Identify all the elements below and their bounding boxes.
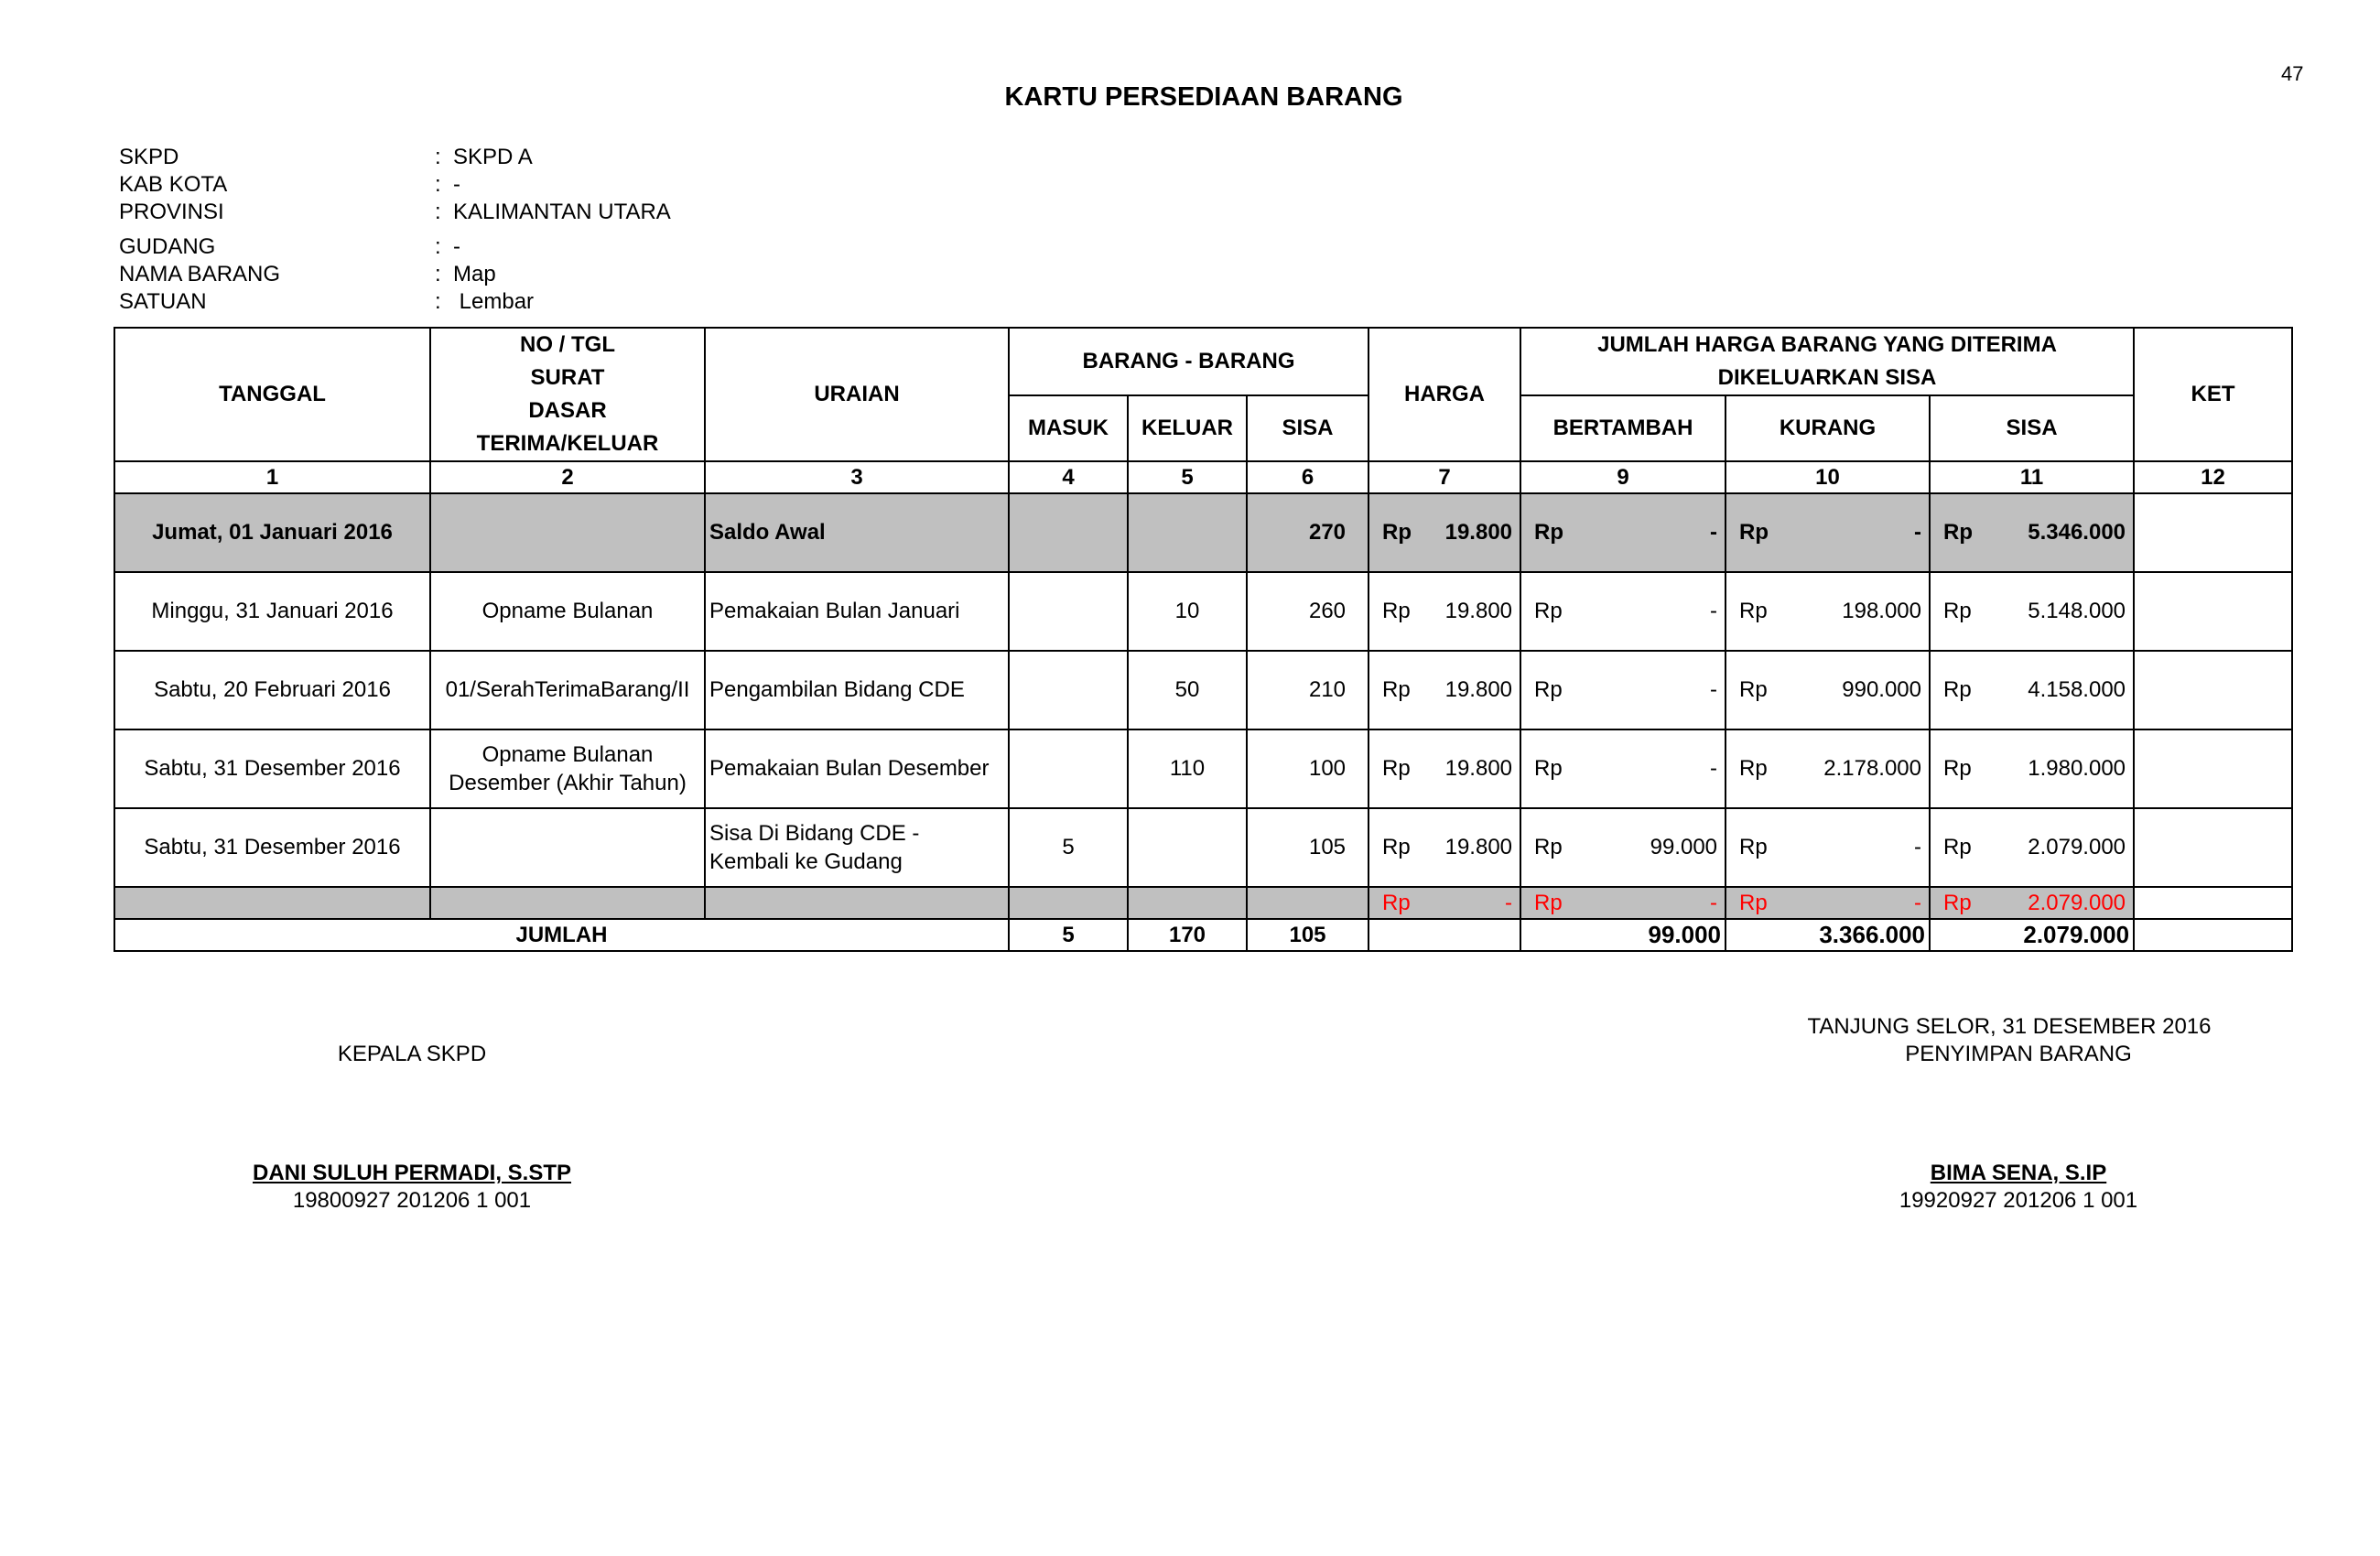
cell-no-surat: [430, 729, 705, 808]
meta-value: Lembar: [453, 289, 535, 314]
meta-label: NAMA BARANG: [119, 262, 281, 286]
table-row-shaded: [114, 887, 2292, 919]
meta-separator: :: [435, 234, 441, 259]
amount: 2.079.000: [2028, 890, 2126, 915]
cell-empty: [1128, 887, 1247, 919]
header-line: JUMLAH HARGA BARANG YANG DITERIMA: [1597, 332, 2057, 357]
amount: -: [1710, 890, 1718, 915]
currency-label: Rp: [1382, 520, 1412, 545]
cell-sisa-rp: [1930, 808, 2134, 887]
amount: 198.000: [1842, 599, 1922, 623]
meta-value: Map: [453, 262, 496, 286]
signature-nip: 19920927 201206 1 001: [1899, 1188, 2138, 1213]
signature-right: [1739, 1013, 2279, 1215]
cell-kurang: [1726, 808, 1930, 887]
amount: -: [1914, 520, 1922, 545]
header-no-tgl-surat: [430, 328, 705, 461]
signature-space: [1739, 1068, 2279, 1160]
cell-line: Kembali ke Gudang: [709, 849, 903, 874]
header-sisa: SISA: [1247, 395, 1368, 461]
amount: -: [1710, 599, 1718, 623]
cell-keluar: [1128, 808, 1247, 887]
amount: 19.800: [1444, 756, 1513, 781]
cell-ket: [2134, 808, 2292, 887]
cell-no-surat: Opname Bulanan: [430, 572, 705, 651]
header-kurang: KURANG: [1726, 395, 1930, 461]
cell-ket: [2134, 572, 2292, 651]
total-keluar: 170: [1128, 919, 1247, 951]
meta-label: GUDANG: [119, 234, 216, 259]
cell-ket: [2134, 493, 2292, 572]
header-barang-barang: BARANG - BARANG: [1009, 328, 1368, 395]
meta-info: [119, 144, 671, 316]
header-harga: HARGA: [1368, 328, 1520, 461]
signature-nip: 19800927 201206 1 001: [292, 1188, 532, 1213]
cell-no-surat: [430, 808, 705, 887]
signature-space: [229, 1068, 595, 1160]
header-ket: KET: [2134, 328, 2292, 461]
header-line: DASAR: [528, 398, 607, 423]
cell-tanggal: Jumat, 01 Januari 2016: [114, 493, 430, 572]
cell-tanggal: Minggu, 31 Januari 2016: [114, 572, 430, 651]
total-sisa-rp: 2.079.000: [1930, 919, 2134, 951]
amount: 2.079.000: [2028, 835, 2126, 859]
cell-tanggal: Sabtu, 31 Desember 2016: [114, 808, 430, 887]
cell-empty: [430, 887, 705, 919]
meta-value: KALIMANTAN UTARA: [453, 200, 671, 224]
cell-tanggal: Sabtu, 31 Desember 2016: [114, 729, 430, 808]
total-row: [114, 919, 2292, 951]
currency-label: Rp: [1943, 520, 1974, 545]
amount: -: [1914, 890, 1922, 915]
currency-label: Rp: [1739, 677, 1768, 702]
cell-sisa-rp: [1930, 572, 2134, 651]
amount: 2.178.000: [1823, 756, 1922, 781]
cell-harga: [1368, 808, 1520, 887]
header-row-top: [114, 328, 2292, 395]
cell-uraian: [705, 808, 1009, 887]
cell-harga: [1368, 572, 1520, 651]
cell-line: Opname Bulanan: [481, 742, 654, 767]
cell-bertambah: [1520, 887, 1726, 919]
cell-sisa: 270: [1247, 493, 1368, 572]
total-kurang: 3.366.000: [1726, 919, 1930, 951]
amount: -: [1914, 835, 1922, 859]
total-harga: [1368, 919, 1520, 951]
column-number-row: [114, 461, 2292, 493]
cell-no-surat: [430, 493, 705, 572]
cell-keluar: 50: [1128, 651, 1247, 729]
header-line: DIKELUARKAN SISA: [1717, 365, 1937, 390]
currency-label: Rp: [1534, 835, 1563, 859]
meta-separator: :: [435, 262, 441, 286]
currency-label: Rp: [1943, 890, 1972, 915]
inventory-card-table: [114, 327, 2293, 952]
meta-label: KAB KOTA: [119, 172, 228, 197]
meta-row-nama-barang: [119, 261, 671, 288]
cell-sisa-rp: [1930, 887, 2134, 919]
cell-no-surat: 01/SerahTerimaBarang/II: [430, 651, 705, 729]
cell-sisa-rp: [1930, 493, 2134, 572]
cell-bertambah: [1520, 808, 1726, 887]
amount: 19.800: [1444, 835, 1513, 859]
cell-empty: [114, 887, 430, 919]
cell-bertambah: [1520, 651, 1726, 729]
column-number: 12: [2134, 461, 2292, 493]
cell-tanggal: Sabtu, 20 Februari 2016: [114, 651, 430, 729]
column-number: 10: [1726, 461, 1930, 493]
cell-keluar: [1128, 493, 1247, 572]
cell-kurang: [1726, 493, 1930, 572]
meta-row-provinsi: [119, 199, 671, 226]
currency-label: Rp: [1943, 756, 1972, 781]
currency-label: Rp: [1382, 677, 1411, 702]
header-jumlah-harga: [1520, 328, 2134, 395]
cell-bertambah: [1520, 493, 1726, 572]
meta-label: SATUAN: [119, 289, 207, 314]
header-sisa-rp: SISA: [1930, 395, 2134, 461]
cell-sisa-rp: [1930, 729, 2134, 808]
column-number: 3: [705, 461, 1009, 493]
currency-label: Rp: [1382, 835, 1411, 859]
table-row: [114, 572, 2292, 651]
total-label: JUMLAH: [114, 919, 1009, 951]
cell-kurang: [1726, 651, 1930, 729]
cell-sisa: 100: [1247, 729, 1368, 808]
cell-masuk: [1009, 572, 1128, 651]
column-number: 1: [114, 461, 430, 493]
meta-label: SKPD: [119, 145, 179, 169]
column-number: 7: [1368, 461, 1520, 493]
column-number: 6: [1247, 461, 1368, 493]
currency-label: Rp: [1943, 677, 1972, 702]
meta-value: -: [453, 234, 460, 259]
cell-kurang: [1726, 887, 1930, 919]
cell-bertambah: [1520, 572, 1726, 651]
cell-masuk: [1009, 493, 1128, 572]
cell-uraian: Saldo Awal: [705, 493, 1009, 572]
header-keluar: KELUAR: [1128, 395, 1247, 461]
meta-label: PROVINSI: [119, 200, 224, 224]
header-tanggal: TANGGAL: [114, 328, 430, 461]
document-title: KARTU PERSEDIAAN BARANG: [1004, 82, 1403, 112]
currency-label: Rp: [1739, 835, 1768, 859]
amount: 19.800: [1444, 520, 1513, 545]
cell-keluar: 110: [1128, 729, 1247, 808]
header-uraian: URAIAN: [705, 328, 1009, 461]
amount: 1.980.000: [2028, 756, 2126, 781]
currency-label: Rp: [1382, 890, 1411, 915]
meta-separator: :: [435, 200, 441, 224]
cell-masuk: [1009, 729, 1128, 808]
signature-place-date: TANJUNG SELOR, 31 DESEMBER 2016: [1807, 1014, 2212, 1039]
currency-label: Rp: [1943, 835, 1972, 859]
meta-row-kab-kota: [119, 171, 671, 199]
cell-ket: [2134, 729, 2292, 808]
currency-label: Rp: [1534, 756, 1563, 781]
cell-sisa: 105: [1247, 808, 1368, 887]
cell-harga: [1368, 651, 1520, 729]
currency-label: Rp: [1739, 756, 1768, 781]
header-masuk: MASUK: [1009, 395, 1128, 461]
column-number: 4: [1009, 461, 1128, 493]
currency-label: Rp: [1739, 520, 1769, 545]
signature-role: KEPALA SKPD: [337, 1042, 487, 1066]
cell-line: Desember (Akhir Tahun): [449, 771, 687, 795]
amount: -: [1710, 520, 1718, 545]
currency-label: Rp: [1534, 677, 1563, 702]
meta-row-gudang: [119, 233, 671, 261]
page-number: 47: [2281, 62, 2304, 85]
currency-label: Rp: [1382, 599, 1411, 623]
cell-kurang: [1726, 572, 1930, 651]
amount: 99.000: [1650, 835, 1718, 859]
amount: -: [1710, 756, 1718, 781]
table-row: [114, 808, 2292, 887]
cell-ket: [2134, 887, 2292, 919]
amount: 5.346.000: [2028, 520, 2126, 545]
amount: 19.800: [1444, 599, 1513, 623]
column-number: 11: [1930, 461, 2134, 493]
cell-masuk: [1009, 651, 1128, 729]
total-ket: [2134, 919, 2292, 951]
meta-separator: :: [435, 289, 441, 314]
cell-empty: [705, 887, 1009, 919]
cell-sisa: 210: [1247, 651, 1368, 729]
meta-value: -: [453, 172, 460, 197]
amount: 990.000: [1842, 677, 1922, 702]
cell-harga: [1368, 887, 1520, 919]
signature-role: PENYIMPAN BARANG: [1905, 1042, 2132, 1066]
cell-bertambah: [1520, 729, 1726, 808]
header-bertambah: BERTAMBAH: [1520, 395, 1726, 461]
table-row: [114, 729, 2292, 808]
cell-line: Sisa Di Bidang CDE -: [709, 821, 920, 846]
currency-label: Rp: [1534, 890, 1563, 915]
total-bertambah: 99.000: [1520, 919, 1726, 951]
signature-name: DANI SULUH PERMADI, S.STP: [252, 1161, 572, 1185]
header-line: TERIMA/KELUAR: [476, 431, 659, 456]
cell-uraian: Pemakaian Bulan Desember: [705, 729, 1009, 808]
cell-empty: [1247, 887, 1368, 919]
currency-label: Rp: [1943, 599, 1972, 623]
cell-ket: [2134, 651, 2292, 729]
currency-label: Rp: [1534, 520, 1564, 545]
cell-masuk: 5: [1009, 808, 1128, 887]
cell-kurang: [1726, 729, 1930, 808]
cell-keluar: 10: [1128, 572, 1247, 651]
column-number: 5: [1128, 461, 1247, 493]
cell-harga: [1368, 493, 1520, 572]
meta-row-satuan: [119, 288, 671, 316]
meta-separator: :: [435, 172, 441, 197]
cell-sisa: 260: [1247, 572, 1368, 651]
amount: -: [1710, 677, 1718, 702]
meta-value: SKPD A: [453, 145, 533, 169]
cell-harga: [1368, 729, 1520, 808]
currency-label: Rp: [1739, 890, 1768, 915]
amount: 4.158.000: [2028, 677, 2126, 702]
table-row: [114, 651, 2292, 729]
cell-uraian: Pemakaian Bulan Januari: [705, 572, 1009, 651]
cell-uraian: Pengambilan Bidang CDE: [705, 651, 1009, 729]
column-number: 2: [430, 461, 705, 493]
amount: 19.800: [1444, 677, 1513, 702]
signature-name: BIMA SENA, S.IP: [1930, 1161, 2107, 1185]
amount: 5.148.000: [2028, 599, 2126, 623]
header-line: NO / TGL: [520, 332, 615, 357]
meta-row-skpd: [119, 144, 671, 171]
currency-label: Rp: [1739, 599, 1768, 623]
currency-label: Rp: [1382, 756, 1411, 781]
signature-left: [229, 1041, 595, 1215]
table-row: [114, 493, 2292, 572]
column-number: 9: [1520, 461, 1726, 493]
total-masuk: 5: [1009, 919, 1128, 951]
header-line: SURAT: [530, 365, 605, 390]
cell-empty: [1009, 887, 1128, 919]
total-sisa: 105: [1247, 919, 1368, 951]
cell-sisa-rp: [1930, 651, 2134, 729]
meta-separator: :: [435, 145, 441, 169]
amount: -: [1505, 890, 1513, 915]
currency-label: Rp: [1534, 599, 1563, 623]
